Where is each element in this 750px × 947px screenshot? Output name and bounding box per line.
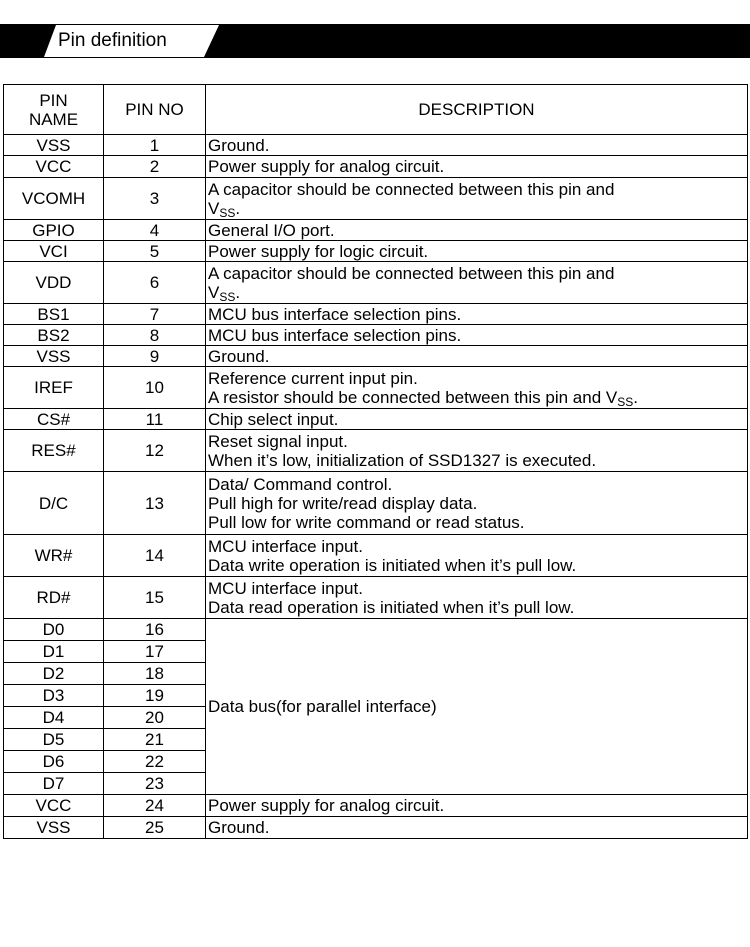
pin-name-cell: D6 — [4, 751, 104, 773]
pin-name-cell: VDD — [4, 262, 104, 304]
pin-name-cell: VCC — [4, 156, 104, 178]
header-pin-no: PIN NO — [104, 85, 206, 135]
pin-name-cell: GPIO — [4, 220, 104, 241]
pin-name-cell: BS2 — [4, 325, 104, 346]
description-line: Pull low for write command or read status. — [208, 512, 525, 532]
description-line: Data read operation is initiated when it’s pull low. — [208, 597, 575, 617]
pin-no-cell: 14 — [104, 535, 206, 577]
pin-definition-table — [3, 84, 748, 839]
section-title: Pin definition — [58, 30, 167, 51]
description-line: Reference current input pin. — [208, 368, 418, 388]
pin-no-cell: 24 — [104, 795, 206, 817]
table-row — [4, 409, 748, 430]
description-line: Power supply for logic circuit. — [208, 241, 429, 261]
pin-no-cell: 21 — [104, 729, 206, 751]
pin-no-cell: 20 — [104, 707, 206, 729]
pin-no-cell: 8 — [104, 325, 206, 346]
description-line: Power supply for analog circuit. — [208, 157, 445, 176]
description-cell — [206, 304, 748, 325]
table-row — [4, 430, 748, 472]
pin-name-cell: VSS — [4, 135, 104, 156]
pin-name-cell: D5 — [4, 729, 104, 751]
pin-name-cell: D4 — [4, 707, 104, 729]
description-line: Chip select input. — [208, 409, 339, 429]
pin-name-cell: VCC — [4, 795, 104, 817]
pin-no-cell: 9 — [104, 346, 206, 367]
table-row — [4, 178, 748, 220]
description-cell — [206, 325, 748, 346]
pin-no-cell: 22 — [104, 751, 206, 773]
table-header-row — [4, 85, 748, 135]
pin-no-cell: 16 — [104, 619, 206, 641]
pin-no-cell: 25 — [104, 817, 206, 839]
table-row — [4, 619, 748, 641]
table-row — [4, 304, 748, 325]
description-line: Power supply for analog circuit. — [208, 796, 445, 815]
description-cell — [206, 346, 748, 367]
pin-name-cell: RES# — [4, 430, 104, 472]
pin-no-cell: 23 — [104, 773, 206, 795]
table-row — [4, 241, 748, 262]
description-cell — [206, 795, 748, 817]
pin-no-cell: 6 — [104, 262, 206, 304]
description-line: Reset signal input. — [208, 431, 348, 451]
pin-name-cell: BS1 — [4, 304, 104, 325]
description-cell — [206, 241, 748, 262]
description-cell — [206, 178, 748, 220]
description-cell — [206, 430, 748, 472]
pin-name-cell: D/C — [4, 472, 104, 535]
header-pin-name: PIN NAME — [4, 85, 104, 135]
description-line: MCU interface input. — [208, 536, 363, 556]
description-line: A capacitor should be connected between this pin and — [208, 179, 615, 199]
description-line: Ground. — [208, 346, 270, 366]
description-cell — [206, 577, 748, 619]
pin-no-cell: 18 — [104, 663, 206, 685]
pin-name-cell: VSS — [4, 817, 104, 839]
description-line: When it’s low, initialization of SSD1327 is executed. — [208, 450, 597, 470]
description-line: A capacitor should be connected between this pin and — [208, 263, 615, 283]
description-cell — [206, 817, 748, 839]
description-line: Data write operation is initiated when it’s pull low. — [208, 555, 577, 575]
table-row — [4, 220, 748, 241]
pin-no-cell: 5 — [104, 241, 206, 262]
pin-no-cell: 11 — [104, 409, 206, 430]
section-title-bar — [0, 24, 750, 58]
pin-name-cell: VCOMH — [4, 178, 104, 220]
pin-no-cell: 12 — [104, 430, 206, 472]
description-line: $V_{SS}$. — [208, 198, 241, 220]
pin-name-cell: D0 — [4, 619, 104, 641]
description-cell — [206, 409, 748, 430]
table-row — [4, 346, 748, 367]
table-row — [4, 535, 748, 577]
table-row — [4, 135, 748, 156]
description-cell — [206, 135, 748, 156]
pin-no-cell: 4 — [104, 220, 206, 241]
pin-name-cell: D1 — [4, 641, 104, 663]
description-line: Ground. — [208, 818, 270, 837]
description-cell — [206, 535, 748, 577]
pin-name-cell: CS# — [4, 409, 104, 430]
description-line: Pull high for write/read display data. — [208, 493, 478, 513]
description-line: General I/O port. — [208, 220, 335, 240]
table-row — [4, 367, 748, 409]
description-line: MCU interface input. — [208, 578, 363, 598]
pin-no-cell: 15 — [104, 577, 206, 619]
description-line: MCU bus interface selection pins. — [208, 325, 462, 345]
pin-no-cell: 13 — [104, 472, 206, 535]
pin-no-cell: 19 — [104, 685, 206, 707]
pin-name-cell: RD# — [4, 577, 104, 619]
pin-name-cell: VCI — [4, 241, 104, 262]
description-line: MCU bus interface selection pins. — [208, 304, 462, 324]
pin-name-cell: D3 — [4, 685, 104, 707]
pin-no-cell: 17 — [104, 641, 206, 663]
pin-no-cell: 1 — [104, 135, 206, 156]
pin-no-cell: 2 — [104, 156, 206, 178]
pin-no-cell: 7 — [104, 304, 206, 325]
description-line: Ground. — [208, 135, 270, 155]
table-row — [4, 325, 748, 346]
description-cell — [206, 156, 748, 178]
description-cell — [206, 220, 748, 241]
description-line: A resistor should be connected between this pin and $V_{SS}$. — [208, 387, 638, 409]
pin-no-cell: 3 — [104, 178, 206, 220]
data-bus-description-cell: Data bus(for parallel interface) — [206, 619, 748, 795]
pin-name-cell: VSS — [4, 346, 104, 367]
description-line: $V_{SS}$. — [208, 282, 241, 304]
table-row — [4, 262, 748, 304]
pin-name-cell: D2 — [4, 663, 104, 685]
description-cell — [206, 367, 748, 409]
pin-name-cell: D7 — [4, 773, 104, 795]
pin-name-cell: WR# — [4, 535, 104, 577]
table-row — [4, 817, 748, 839]
table-row — [4, 577, 748, 619]
table-row — [4, 156, 748, 178]
description-cell — [206, 262, 748, 304]
description-cell — [206, 472, 748, 535]
pin-no-cell: 10 — [104, 367, 206, 409]
table-row — [4, 795, 748, 817]
description-line: Data/ Command control. — [208, 474, 393, 494]
pin-name-cell: IREF — [4, 367, 104, 409]
header-description: DESCRIPTION — [206, 85, 748, 135]
section-title-tab — [44, 24, 220, 58]
table-row — [4, 472, 748, 535]
